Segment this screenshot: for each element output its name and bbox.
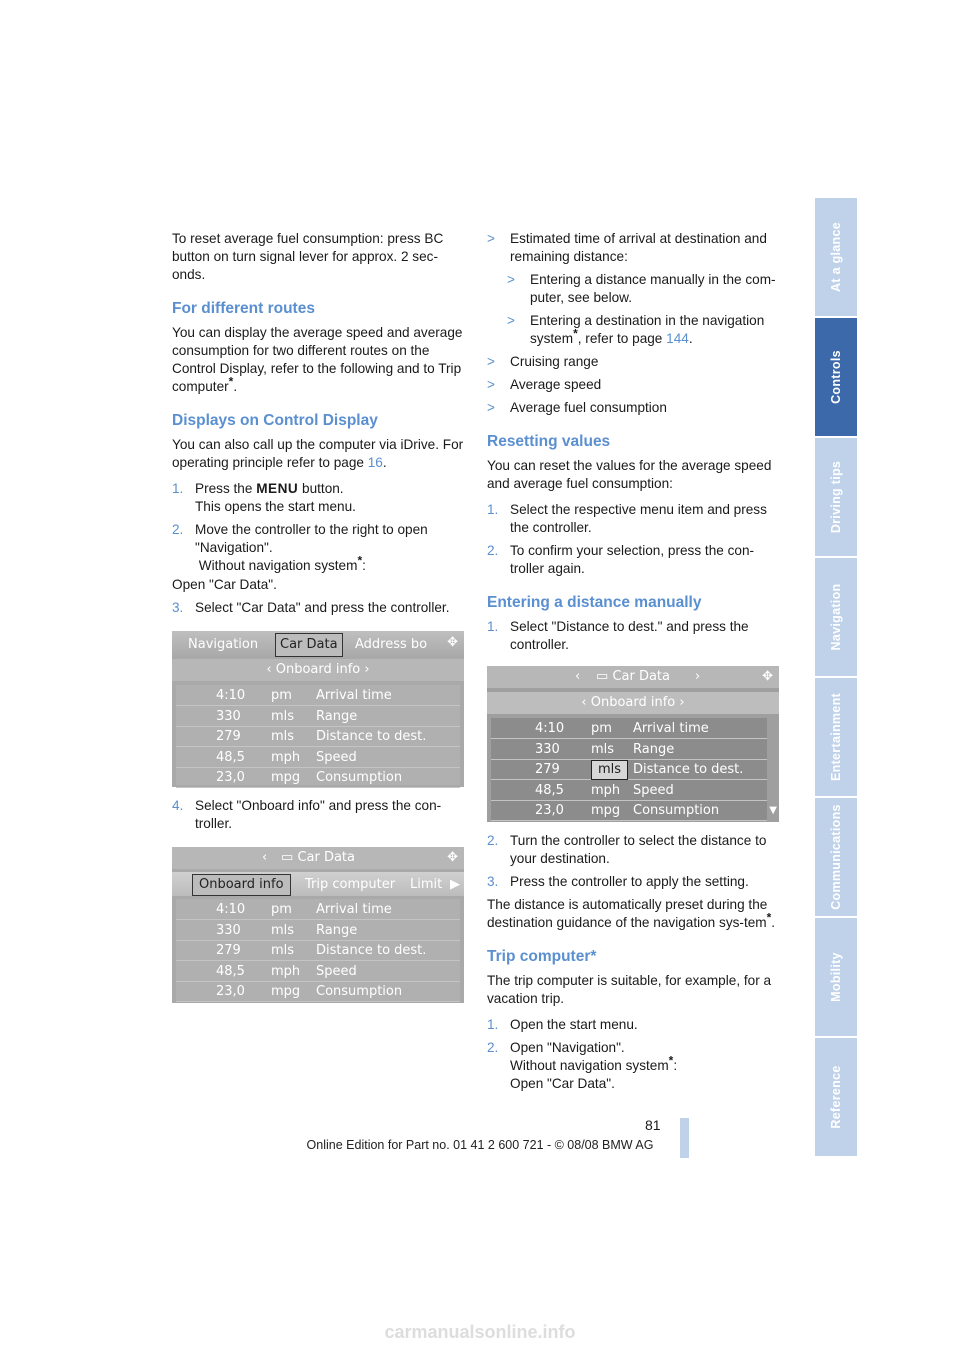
footer: Online Edition for Part no. 01 41 2 600 721 - © 08/08 BMW AG xyxy=(306,1138,654,1152)
data-row[interactable] xyxy=(176,899,460,920)
row-label: Range xyxy=(316,708,358,724)
data-row[interactable] xyxy=(176,726,460,747)
page-link-16[interactable]: 16 xyxy=(367,455,383,470)
row-value: 330 xyxy=(216,922,241,938)
nav-cross-icon: ✥ xyxy=(762,669,773,684)
step-1: 1. Press the MENU button. This opens the start menu. xyxy=(172,481,356,514)
manual-text: The distance is automatically preset during the destination guidance of the navigation sys-tem*. xyxy=(487,897,776,930)
data-row[interactable] xyxy=(176,940,460,961)
chevron-left-icon: ‹ xyxy=(262,850,268,865)
chevron-right-icon: › xyxy=(364,662,370,677)
tab-mobility[interactable]: Mobility xyxy=(815,918,857,1036)
row-value: 23,0 xyxy=(535,803,564,818)
row-value: 330 xyxy=(216,708,241,724)
trip-text: The trip computer is suitable, for example, for a vacation trip. xyxy=(487,973,772,1006)
heading-displays: Displays on Control Display xyxy=(172,412,378,429)
row-value: 279 xyxy=(216,729,241,744)
row-value: 48,5 xyxy=(216,749,245,765)
data-row[interactable] xyxy=(176,685,460,706)
heading-manual: Entering a distance manually xyxy=(487,594,702,611)
row-unit: pm xyxy=(591,721,612,736)
step-2-open: Open "Car Data". xyxy=(172,577,277,592)
tab-communications[interactable]: Communications xyxy=(815,798,857,916)
heading-resetting: Resetting values xyxy=(487,433,611,450)
bullet-range: > Cruising range xyxy=(487,354,599,369)
tab-driving-tips[interactable]: Driving tips xyxy=(815,438,857,556)
screen-onboard-info: ‹ ▭ Car Data ✥ Onboard info Trip computer Limit ▶ 4:10 pm Arrival time 330 mls Range 279 mls Distance to dest. 48,5 mph Speed 23,0 mpg Consumption xyxy=(172,847,464,1003)
data-row[interactable] xyxy=(491,718,767,739)
tab-at-a-glance[interactable]: At a glance xyxy=(815,198,857,316)
row-label: Arrival time xyxy=(316,688,392,703)
row-label: Speed xyxy=(316,749,357,765)
row-unit: mls xyxy=(271,729,295,744)
row-label: Distance to dest. xyxy=(316,943,427,958)
menu-key: MENU xyxy=(256,481,299,496)
row-unit: mpg xyxy=(271,984,301,999)
row-value: 48,5 xyxy=(535,782,564,798)
data-row[interactable] xyxy=(176,706,460,727)
trip-step-2: 2. Open "Navigation". Without navigation system*: Open "Car Data". xyxy=(487,1040,678,1091)
row-label: Distance to dest. xyxy=(316,729,427,744)
routes-text: You can display the average speed and average consumption for two different routes on the Control Display, refer to the following and to Trip computer*. xyxy=(172,325,463,394)
onboard-info-bar: ‹ Onboard info › xyxy=(172,659,464,681)
tab-entertainment[interactable]: Entertainment xyxy=(815,678,857,796)
tab-address-book: Address bo xyxy=(355,637,428,652)
bullet-speed: > Average speed xyxy=(487,377,602,392)
tab-controls[interactable]: Controls xyxy=(815,318,857,436)
manual-step-3: 3. Press the controller to apply the setting. xyxy=(487,874,749,889)
row-label: Distance to dest. xyxy=(633,762,744,777)
chevron-left-icon: ‹ xyxy=(581,695,587,710)
heading-trip-computer: Trip computer* xyxy=(487,948,597,965)
chevron-right-icon: › xyxy=(695,669,701,684)
step-2: 2. Move the controller to the right to open "Navigation". Without navigation system*: xyxy=(172,522,428,573)
row-label: Consumption xyxy=(316,984,403,999)
data-row[interactable] xyxy=(176,767,460,788)
row-unit: mls xyxy=(271,922,295,938)
page-number: 81 xyxy=(645,1117,661,1133)
row-unit: mls xyxy=(271,708,295,724)
heading-different-routes: For different routes xyxy=(172,300,315,317)
scroll-down-icon[interactable]: ▼ xyxy=(769,805,777,816)
manual-step-1: 1. Select "Distance to dest." and press the controller. xyxy=(487,619,749,652)
car-icon: ▭ xyxy=(596,669,609,684)
page-link-144[interactable]: 144 xyxy=(666,331,689,346)
screen-car-data xyxy=(172,631,464,787)
tab-navigation[interactable]: Navigation xyxy=(815,558,857,676)
tab-navigation: Navigation xyxy=(188,637,259,652)
row-value: 4:10 xyxy=(216,902,246,917)
chevron-left-icon: ‹ xyxy=(575,669,581,684)
row-label: Arrival time xyxy=(316,902,392,917)
row-value: 48,5 xyxy=(216,963,245,979)
arrow-right-icon: ▶ xyxy=(450,877,460,892)
row-unit: mls xyxy=(271,943,295,958)
bullet-eta-destination: > Entering a destination in the navigation system*, refer to page 144. xyxy=(507,313,765,346)
watermark: carmanualsonline.info xyxy=(384,1322,576,1342)
row-label: Arrival time xyxy=(633,721,709,736)
row-value: 23,0 xyxy=(216,770,245,785)
row-value: 4:10 xyxy=(216,688,246,703)
row-unit: mpg xyxy=(591,803,621,818)
reset-intro: To reset average fuel consumption: press BC button on turn signal lever for approx. 2 sec-onds. xyxy=(172,231,444,282)
step-4: 4. Select "Onboard info" and press the con-troller. xyxy=(172,798,442,831)
tab-onboard-info: Onboard info xyxy=(192,874,291,896)
data-row[interactable] xyxy=(491,759,767,780)
left-column xyxy=(172,230,464,1013)
tab-car-data: Car Data xyxy=(275,633,343,657)
data-row[interactable] xyxy=(491,739,767,760)
row-label: Speed xyxy=(633,782,674,798)
row-unit: mph xyxy=(271,749,301,765)
data-row[interactable] xyxy=(176,981,460,1002)
reset-step-2: 2. To confirm your selection, press the con-troller again. xyxy=(487,543,755,576)
row-unit: mph xyxy=(271,963,301,979)
screen-distance: ‹ ▭ Car Data › ✥ ‹ Onboard info › ▼ 4:10 pm Arrival time 330 mls Range 279 mls Distance to dest. 48,5 mph Speed 23,0 mpg Consumption xyxy=(487,666,779,822)
row-unit: mls xyxy=(591,760,628,780)
bullet-eta-manual: > Entering a distance manually in the com-puter, see below. xyxy=(507,272,776,305)
row-label: Speed xyxy=(316,963,357,979)
data-row[interactable] xyxy=(176,747,460,768)
row-unit: mpg xyxy=(271,770,301,785)
row-value: 4:10 xyxy=(535,721,565,736)
row-unit: mls xyxy=(591,741,615,757)
data-row[interactable] xyxy=(491,800,767,821)
bullet-eta: > Estimated time of arrival at destination and remaining distance: xyxy=(487,231,767,264)
sidebar-tabs xyxy=(815,198,857,1158)
step-3: 3. Select "Car Data" and press the controller. xyxy=(172,600,450,615)
row-label: Range xyxy=(633,741,675,757)
data-row[interactable] xyxy=(176,920,460,941)
row-value: 23,0 xyxy=(216,984,245,999)
row-unit: mph xyxy=(591,782,621,798)
tab-trip-computer: Trip computer xyxy=(305,877,396,892)
reset-step-1: 1. Select the respective menu item and press the controller. xyxy=(487,502,767,535)
data-row[interactable] xyxy=(176,961,460,982)
row-label: Consumption xyxy=(633,803,720,818)
right-column xyxy=(487,230,783,1098)
row-value: 279 xyxy=(216,943,241,958)
row-unit: pm xyxy=(271,902,292,917)
manual-step-2: 2. Turn the controller to select the distance to your destination. xyxy=(487,833,767,866)
chevron-right-icon: › xyxy=(679,695,685,710)
nav-cross-icon: ✥ xyxy=(447,850,458,865)
row-label: Consumption xyxy=(316,770,403,785)
chevron-left-icon: ‹ xyxy=(266,662,272,677)
row-value: 330 xyxy=(535,741,560,757)
car-icon: ▭ xyxy=(281,850,294,865)
bullet-fuel: > Average fuel consumption xyxy=(487,400,667,415)
row-label: Range xyxy=(316,922,358,938)
trip-step-1: 1. Open the start menu. xyxy=(487,1017,638,1032)
nav-cross-icon: ✥ xyxy=(447,635,458,650)
data-row[interactable] xyxy=(491,780,767,801)
row-unit: pm xyxy=(271,688,292,703)
row-value: 279 xyxy=(535,762,560,777)
displays-text: You can also call up the computer via iDrive. For operating principle refer to page 16. xyxy=(172,437,464,470)
tab-limit: Limit xyxy=(410,877,443,892)
tab-reference[interactable]: Reference xyxy=(815,1038,857,1156)
reset-text: You can reset the values for the average speed and average fuel consumption: xyxy=(487,458,772,491)
